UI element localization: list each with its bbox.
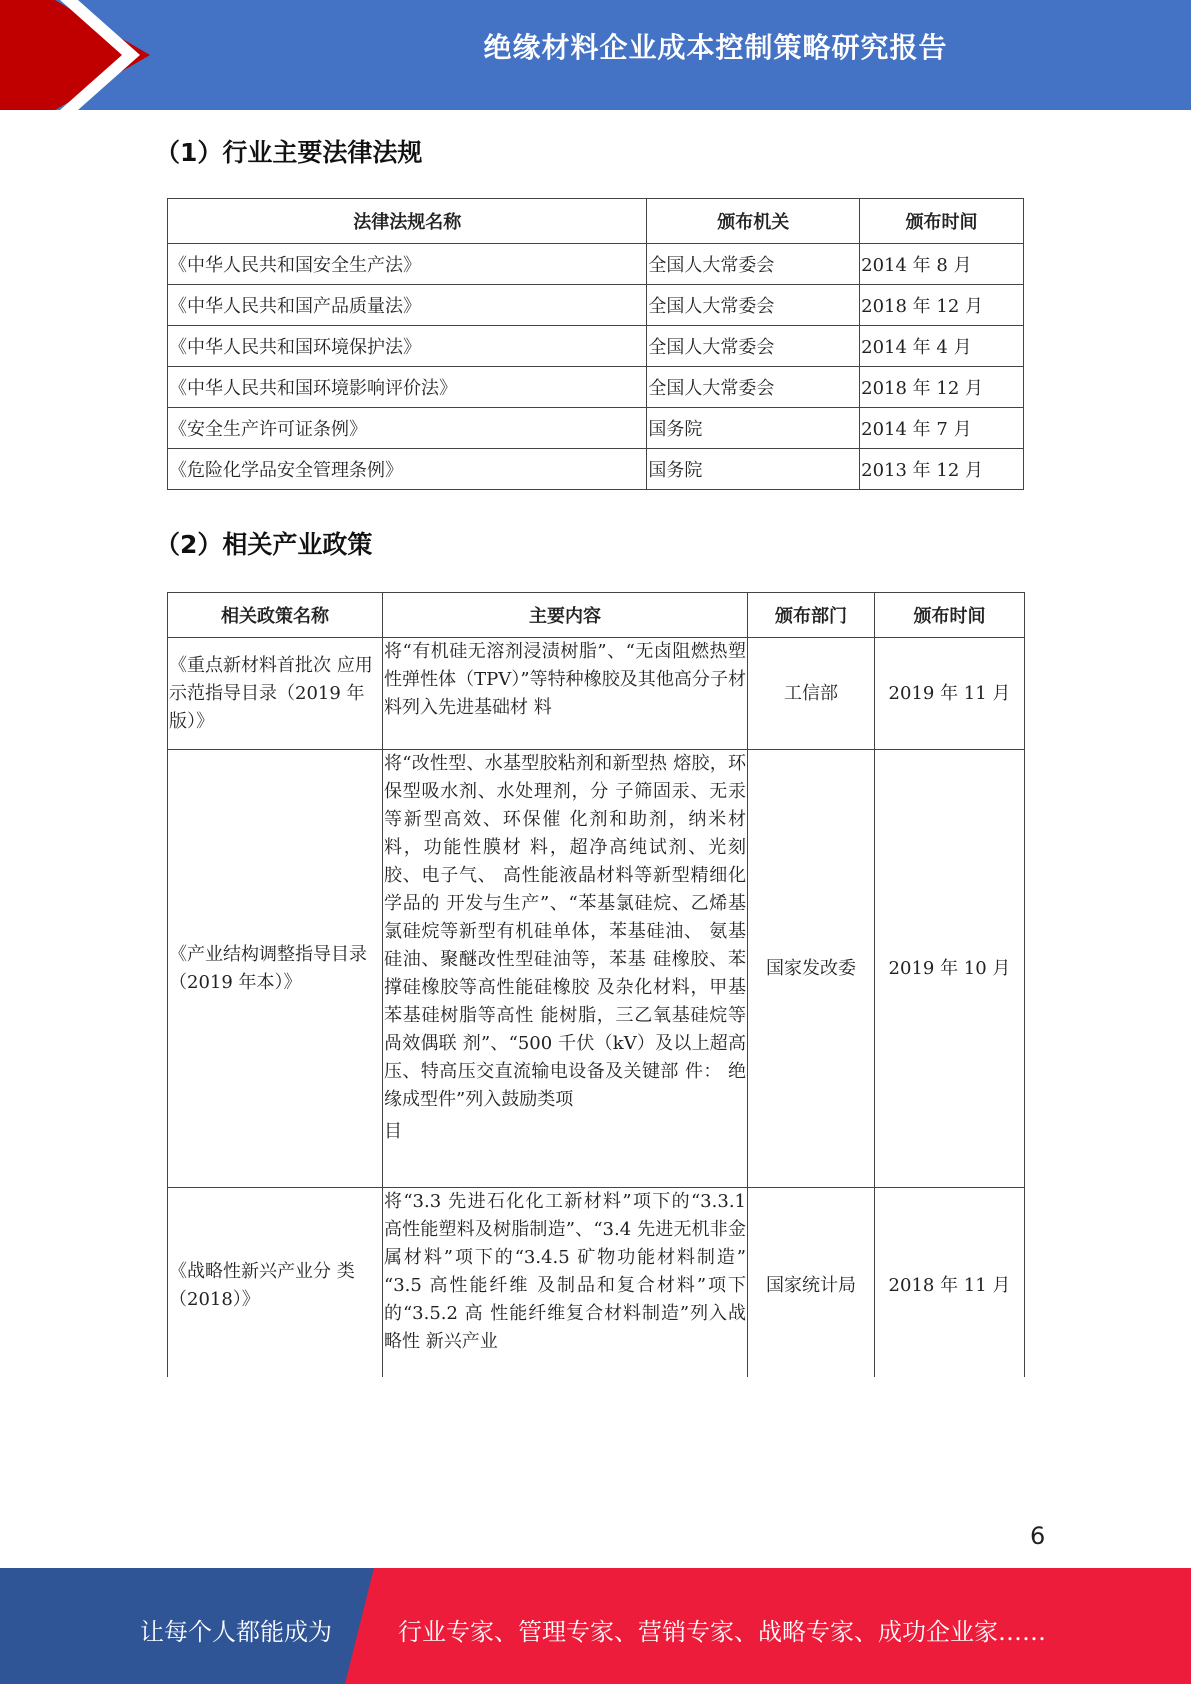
table-row (168, 285, 1024, 326)
table-header-row (168, 199, 1024, 244)
policy-content: 将“改性型、水基型胶粘剂和新型热 熔胶，环保型吸水剂、水处理剂，分 子筛固汞、无汞等新型高效、环保催 化剂和助剂，纳米材料，功能性膜材 料，超净高纯试剂、光刻胶、电子气、 高性能液晶材料等新型精细化学品的 开发与生产”、“苯基氯硅烷、乙烯基 氯硅烷等新型有机硅单体，苯基硅油、 氨基硅油、聚醚改性型硅油等，苯基 硅橡胶、苯撑硅橡胶等高性能硅橡胶 及杂化材料，甲基苯基硅树脂等高性 能树脂，三乙氧基硅烷等咼效偶联 剂”、“500 千伏（kV）及以上超高压、特高压交直流输电设备及关键部 件： 绝缘成型件”列入鼓励类项 (384, 753, 746, 1110)
policy-name: 《战略性新兴产业分 类（2018）》 (168, 1188, 383, 1384)
header-title: 绝缘材料企业成本控制策略研究报告 (483, 31, 948, 64)
footer-slogan-right: 行业专家、管理专家、营销专家、战略专家、成功企业家…… (398, 1618, 1046, 1646)
law-authority: 全国人大常委会 (647, 367, 860, 408)
col-policy-name: 相关政策名称 (168, 593, 383, 638)
law-name: 《中华人民共和国安全生产法》 (168, 244, 647, 285)
col-issue-date: 颁布时间 (875, 593, 1025, 638)
policy-date: 2019 年 10 月 (875, 750, 1025, 1188)
header-red-block (0, 0, 55, 110)
col-issue-date: 颁布时间 (860, 199, 1024, 244)
table-row (168, 1188, 1025, 1384)
policy-content: 将“3.3 先进石化化工新材料”项下的“3.3.1 高性能塑料及树脂制造”、“3.4 先进无机非金属材料”项下的“3.4.5 矿物功能材料制造” “3.5 高性能纤维 及制品和复合材料”项下的“3.5.2 高 性能纤维复合材料制造”列入战略性 新兴产业 (383, 1188, 748, 1384)
table-row (168, 367, 1024, 408)
policy-dept: 国家发改委 (748, 750, 875, 1188)
law-name: 《中华人民共和国环境影响评价法》 (168, 367, 647, 408)
policy-content: 将“有机硅无溶剂浸渍树脂”、“无卤阻燃热塑性弹性体（TPV）”等特种橡胶及其他高分子材料列入先进基础材 料 (383, 638, 748, 750)
section2-heading: （2）相关产业政策 (155, 530, 373, 559)
law-date: 2018 年 12 月 (860, 367, 1024, 408)
footer-slogan-left: 让每个人都能成为 (140, 1618, 332, 1646)
section1-heading: （1）行业主要法律法规 (155, 138, 423, 167)
law-authority: 国务院 (647, 449, 860, 490)
table-header-row (168, 593, 1025, 638)
law-name: 《安全生产许可证条例》 (168, 408, 647, 449)
col-main-content: 主要内容 (383, 593, 748, 638)
law-date: 2014 年 4 月 (860, 326, 1024, 367)
table-row (168, 244, 1024, 285)
table-row (168, 408, 1024, 449)
col-issuing-authority: 颁布机关 (647, 199, 860, 244)
policy-content-cell (383, 750, 748, 1188)
law-name: 《中华人民共和国环境保护法》 (168, 326, 647, 367)
law-authority: 全国人大常委会 (647, 326, 860, 367)
policy-dept: 国家统计局 (748, 1188, 875, 1384)
law-date: 2014 年 7 月 (860, 408, 1024, 449)
policy-dept: 工信部 (748, 638, 875, 750)
page-header (0, 0, 1191, 110)
table-row (168, 449, 1024, 490)
col-issuing-dept: 颁布部门 (748, 593, 875, 638)
policies-table (167, 592, 1025, 1384)
page-number: 6 (1030, 1522, 1046, 1550)
law-name: 《危险化学品安全管理条例》 (168, 449, 647, 490)
table-row (168, 638, 1025, 750)
policy-date: 2019 年 11 月 (875, 638, 1025, 750)
law-authority: 全国人大常委会 (647, 285, 860, 326)
policy-name: 《产业结构调整指导目录（2019 年本）》 (168, 750, 383, 1188)
law-name: 《中华人民共和国产品质量法》 (168, 285, 647, 326)
laws-table (167, 198, 1024, 490)
header-chevron-icon (60, 0, 150, 110)
law-date: 2013 年 12 月 (860, 449, 1024, 490)
policy-name: 《重点新材料首批次 应用示范指导目录（2019 年版）》 (168, 638, 383, 750)
law-date: 2018 年 12 月 (860, 285, 1024, 326)
page-footer (0, 1568, 1191, 1684)
table-row (168, 750, 1025, 1188)
table-row (168, 326, 1024, 367)
policy-date: 2018 年 11 月 (875, 1188, 1025, 1384)
law-date: 2014 年 8 月 (860, 244, 1024, 285)
law-authority: 国务院 (647, 408, 860, 449)
col-law-name: 法律法规名称 (168, 199, 647, 244)
policy-content-tail: 目 (384, 1121, 402, 1142)
table-page-break-mask (160, 1377, 1040, 1397)
law-authority: 全国人大常委会 (647, 244, 860, 285)
